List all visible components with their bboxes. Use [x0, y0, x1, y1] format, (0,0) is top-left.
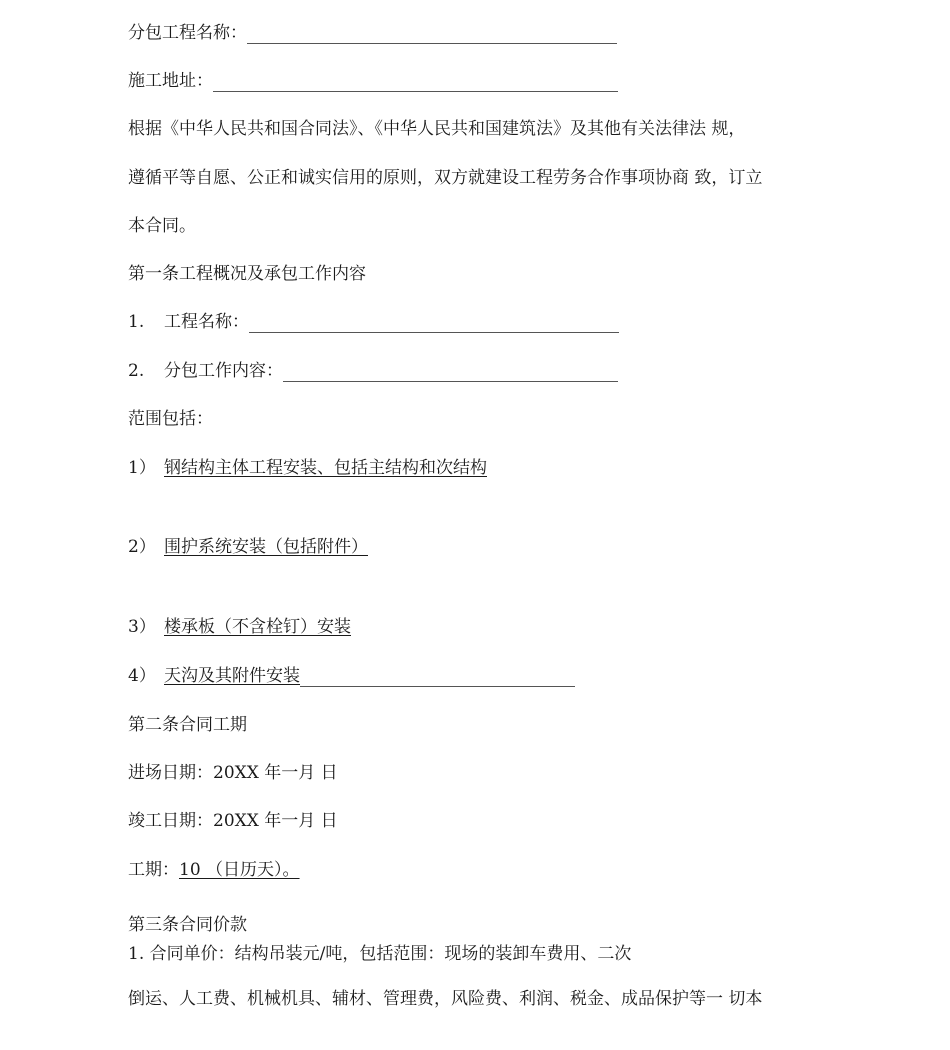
scope-item: [128, 616, 351, 638]
work-content-label: 分包工作内容：: [164, 361, 283, 381]
site-address-line: [128, 70, 618, 92]
scope-item: [128, 536, 368, 558]
scope-item-blank: [300, 670, 575, 687]
article1-title: 第一条工程概况及承包工作内容: [128, 264, 366, 284]
scope-item-number: 3）: [128, 617, 156, 637]
project-name-blank: [249, 316, 619, 333]
entry-date: 进场日期：20XX 年一月 日: [128, 763, 338, 783]
duration-value: 10 （日历天）。: [179, 860, 300, 880]
duration-line: [128, 859, 300, 881]
scope-item: [128, 665, 575, 687]
scope-item-text: 钢结构主体工程安装、包括主结构和次结构: [164, 458, 487, 478]
scope-item-number: 1）: [128, 458, 156, 478]
completion-date: 竣工日期：20XX 年一月 日: [128, 811, 338, 831]
scope-item-text: 楼承板（不含栓钉）安装: [164, 617, 351, 637]
project-name-line: [128, 311, 619, 333]
subcontract-name-label: 分包工程名称：: [128, 23, 247, 43]
item-number: 1.: [128, 312, 145, 332]
subcontract-name-line: [128, 22, 617, 44]
preamble-line-1: 根据《中华人民共和国合同法》、《中华人民共和国建筑法》及其他有关法律法 规，: [128, 119, 746, 139]
scope-item-number: 4）: [128, 666, 156, 686]
article2-title: 第二条合同工期: [128, 715, 247, 735]
price-line-2: 倒运、人工费、机械机具、辅材、管理费，风险费、利润、税金、成品保护等一 切本: [128, 989, 763, 1009]
scope-item-text: 天沟及其附件安装: [164, 666, 300, 686]
item-number: 2.: [128, 361, 145, 381]
scope-item: [128, 457, 487, 479]
preamble-line-2: 遵循平等自愿、公正和诚实信用的原则，双方就建设工程劳务合作事项协商 致，订立: [128, 168, 763, 188]
price-line-1: 1. 合同单价：结构吊装元/吨，包括范围：现场的装卸车费用、二次: [128, 944, 632, 964]
scope-item-number: 2）: [128, 537, 156, 557]
project-name-label: 工程名称：: [164, 312, 249, 332]
site-address-blank: [213, 75, 618, 92]
scope-label: 范围包括：: [128, 409, 213, 429]
article3-title: 第三条合同价款: [128, 915, 247, 935]
work-content-line: [128, 360, 618, 382]
duration-label: 工期：: [128, 860, 179, 880]
site-address-label: 施工地址：: [128, 71, 213, 91]
work-content-blank: [283, 365, 618, 382]
preamble-line-3: 本合同。: [128, 216, 196, 236]
scope-item-text: 围护系统安装（包括附件）: [164, 537, 368, 557]
subcontract-name-blank: [247, 27, 617, 44]
